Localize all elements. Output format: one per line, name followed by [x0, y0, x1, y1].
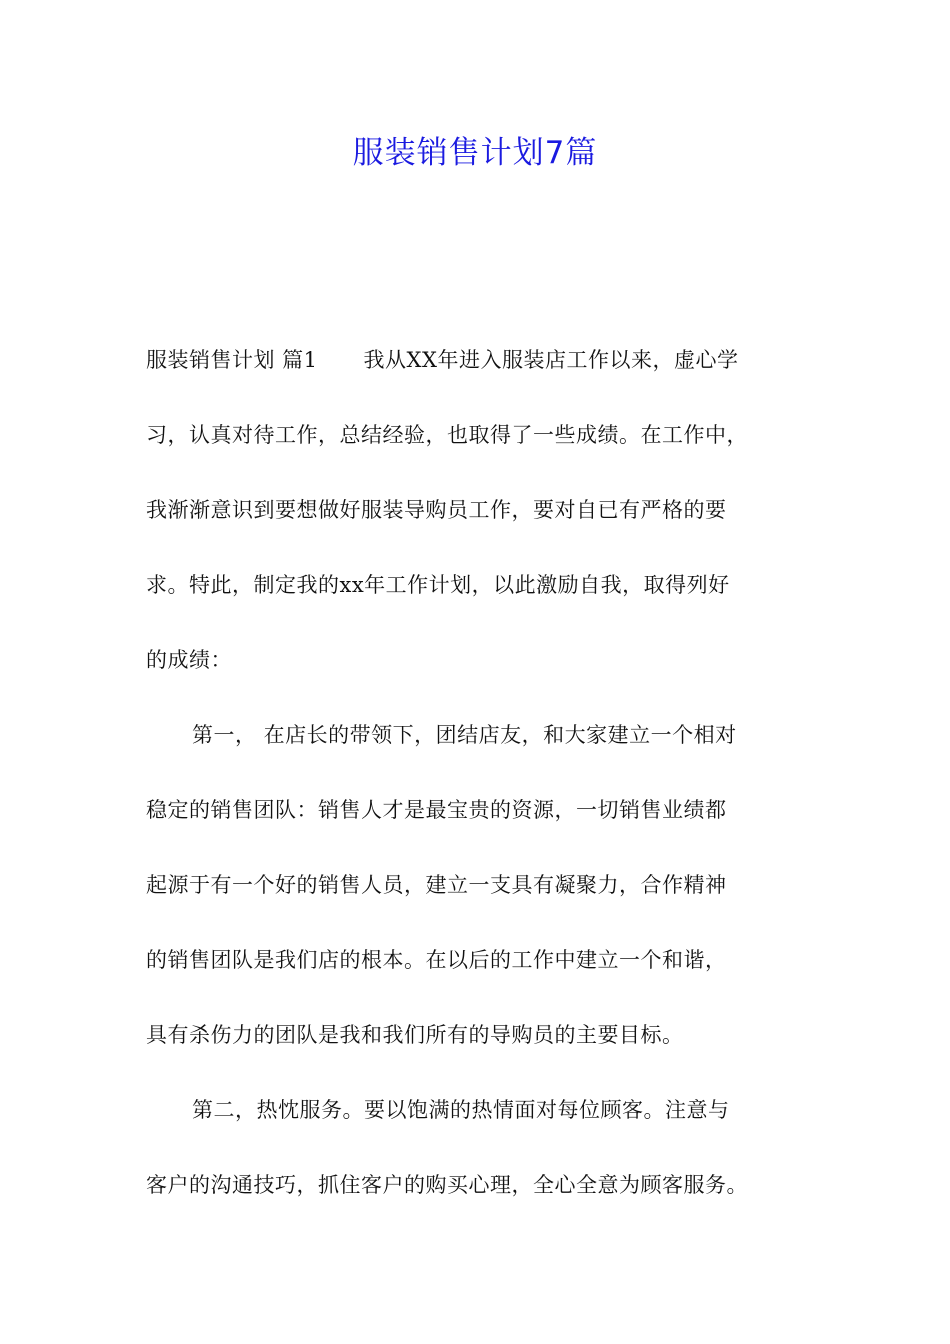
line-text: 我从XX年进入服装店工作以来，虚心学 — [363, 348, 739, 372]
paragraph-line: 我渐渐意识到要想做好服装导购员工作，要对自已有严格的要 — [146, 498, 727, 522]
paragraph-line: 第二，热忱服务。要以饱满的热情面对每位顾客。注意与 — [192, 1098, 730, 1122]
paragraph-line: 第一， 在店长的带领下，团结店友，和大家建立一个相对 — [192, 723, 737, 747]
paragraph-line — [146, 340, 826, 380]
paragraph-line: 的销售团队是我们店的根本。在以后的工作中建立一个和谐， — [146, 948, 727, 972]
section-label: 服装销售计划 篇1 — [146, 348, 318, 372]
paragraph-line: 稳定的销售团队：销售人才是最宝贵的资源，一切销售业绩都 — [146, 798, 727, 822]
paragraph-line: 求。特此，制定我的xx年工作计划，以此激励自我，取得列好 — [146, 573, 730, 597]
paragraph-line: 具有杀伤力的团队是我和我们所有的导购员的主要目标。 — [146, 1023, 684, 1047]
paragraph-line: 的成绩： — [146, 648, 232, 672]
paragraph-line: 客户的沟通技巧，抓住客户的购买心理，全心全意为顾客服务。 — [146, 1173, 748, 1197]
paragraph-line: 习，认真对待工作，总结经验，也取得了一些成绩。在工作中， — [146, 423, 748, 447]
paragraph-line: 起源于有一个好的销售人员，建立一支具有凝聚力，合作精神 — [146, 873, 727, 897]
document-title: 服装销售计划7篇 — [352, 135, 598, 171]
